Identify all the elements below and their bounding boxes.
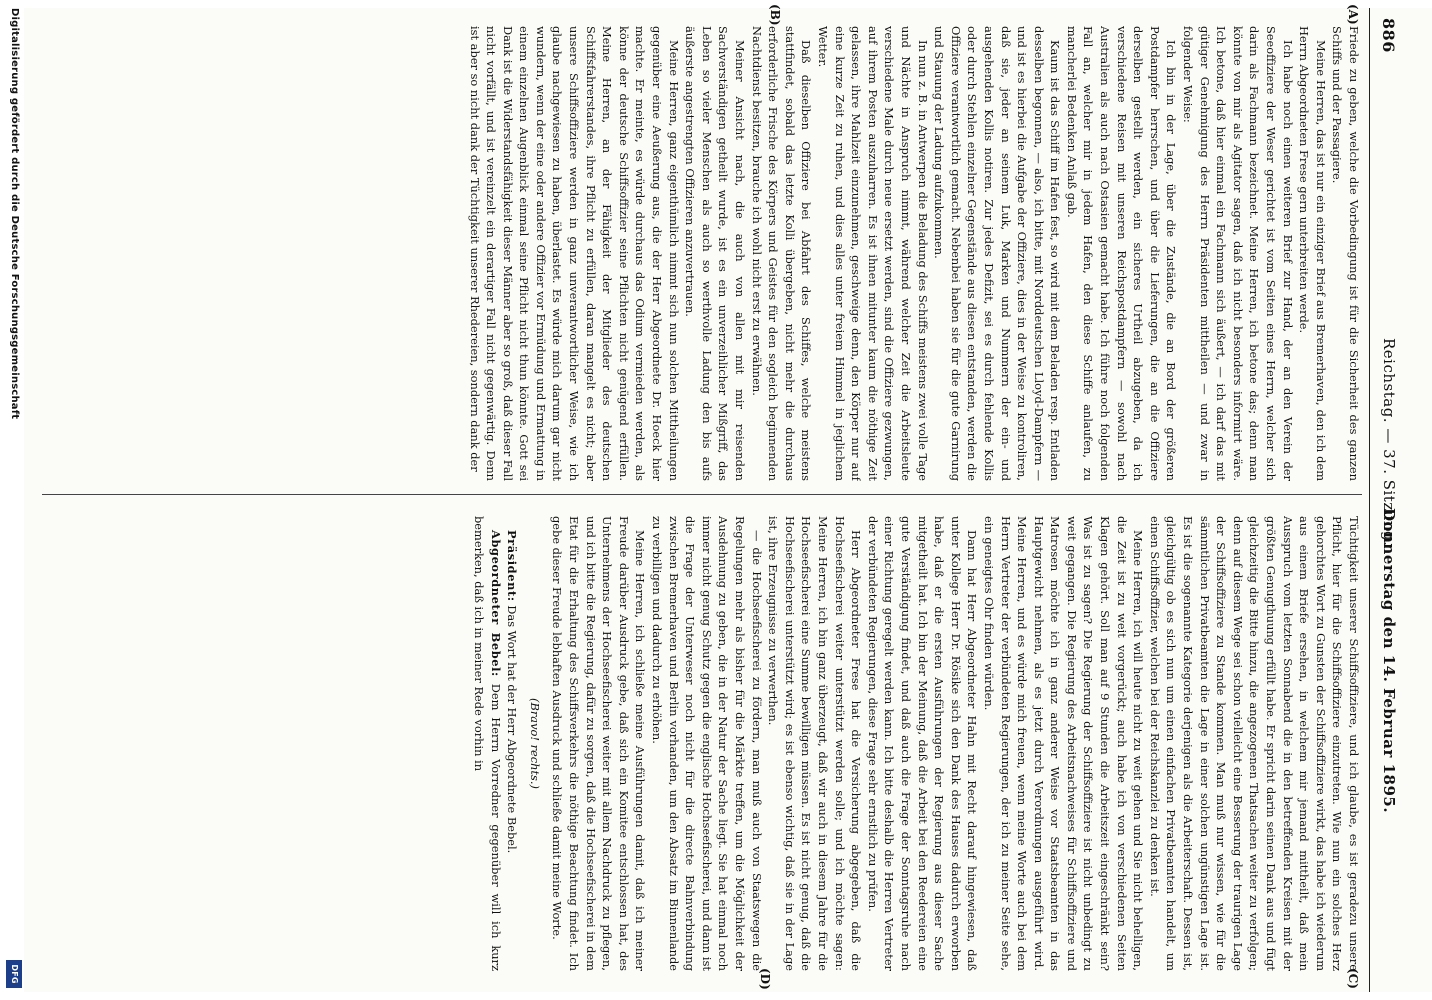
left-text-column — [34, 26, 1362, 481]
paragraph: Meine Herren, ganz eigenthümlich nimmt sich nun solchen Mittheilungen gegenüber eine Aeußerung aus, die der Herr Abgeordnete Dr. Hoeck hier machte. Er meinte, es würde durchaus das Odium vermieden werden, als könne der deutsche Schiffsoffizier seine Pflichten nicht genügend erfüllen. Meine Herren, an der Fähigkeit der Mitglieder des deutschen Schiffsfahrerstandes, ihre Pflicht zu erfüllen, daran mangelt es nicht; aber unsere Schiffsoffiziere werden in ganz unverantwortlicher Weise, wie ich glaube nachgewiesen zu haben, überlastet. Es würde mich darum gar nicht wundern, wenn der eine oder andere Offizier vor Ermüdung und Ermattung in einem einzelnen Augenblick einmal seine Pflicht nicht thun könnte. Gott sei Dank ist die Widerstandsfähigkeit dieser Männer aber so groß, daß dieser Fall nicht vorfällt, und ist vereinzelt ein derartiger Fall nicht gegenwärtig. Denn ist aber so nicht dank der Tüchtigkeit unserer Rhedereien, sondern dank der — [467, 26, 681, 481]
header-rule — [1369, 8, 1370, 992]
right-text-column — [34, 516, 1362, 971]
paragraph: Meine Herren, ich will heute nicht zu weit gehen und Sie nicht behelligen, die Zeit ist zu weit vorgerückt; auch habe ich von verschiedenen Seiten Klagen gehört. Soll man auf 9 Stunden die Arbeitszeit eingeschränkt sein? Was ist zu sagen? Die Regierung der Schiffsoffiziere ist nicht unbedingt zu weit gegangen. Die Regierung des Arbeitsnachweises für Schiffsoffiziere und Matrosen möchte ich in ganz anderer Weise vor Staatsbeamten in das Hauptgewicht nehmen, als es jetzt durch Verordnungen ausgeführt wird. Meine Herren, und es würde mich freuen, wenn meine Worte auch bei dem Herrn Vertreter der verbündeten Regierungen, der ich zu meiner Seite sehe, ein geneigtes Ohr finden würden. — [981, 516, 1146, 971]
speaker-president: Präsident: — [505, 530, 520, 602]
column-divider — [42, 494, 1362, 495]
applause-note: (Bravo! rechts.) — [527, 698, 542, 789]
margin-mark-a: (A) — [1346, 4, 1360, 25]
margin-mark-c: (C) — [1346, 968, 1360, 989]
paragraph: Meiner Ansicht nach, die auch von allen mit mir reisenden Sachverständigen getheilt wurde, ist es ein unverzeihlicher Mißgriff, das Leben so vieler Menschen als auch so werthvolle Ladung den bis aufs äußerste angestrengten Offizieren anzuvertrauen. — [683, 26, 748, 481]
paragraph: Dann hat Herr Abgeordneter Hahn mit Recht darauf hingewiesen, daß unter Kollege Herr Dr. Rösike sich den Dank des Hauses dadurch erworben habe, daß er die ersten Ausführungen der Regierung aus dieser Sache mitgetheilt hat. Ich bin der Meinung, daß die Arbeit bei den Reedereien eine gute Verständigung findet, und daß auch die Frage der Sonntagsruhe nach einer Richtung geregelt werden kann. Ich bitte deshalb die Herren Vertreter der verbündeten Regierungen, diese Frage sehr ernstlich zu prüfen. — [865, 516, 980, 971]
margin-mark-b: (B) — [768, 4, 782, 26]
paragraph: Meine Herren, das ist nur ein einziger Brief aus Bremerhaven, den ich dem Herrn Abgeordneten Frese gern unterbreiten werde. — [1297, 26, 1328, 481]
dfg-logo: DFG — [6, 960, 22, 988]
scanned-page — [24, 4, 1432, 992]
president-text: Das Wort hat der Herr Abgeordnete Bebel. — [505, 605, 520, 854]
speaker-bebel: Abgeordneter Bebel: — [488, 530, 503, 677]
paragraph: Meine Herren, ich schließe meine Ausführungen damit, daß ich meiner Freude darüber Ausdruck gebe, daß sich ein Komitee entschlossen hat, des Unternehmens der Hochseefischerei weiter mit allem Nachdruck zu pflegen, und ich bitte die Regierung, dafür zu sorgen, daß die Hochseefischerei in dem Etat für die Erhaltung des Schiffsverkehrs die nöthige Beachtung findet. Ich gebe dieser Freude lebhaften Ausdruck und schließe damit meine Worte. — [550, 516, 648, 971]
margin-mark-d: (D) — [758, 968, 772, 990]
page-number: 886 — [1379, 18, 1398, 53]
digitization-footer — [0, 0, 24, 1000]
bebel-paragraph — [471, 516, 504, 971]
page-header — [1374, 8, 1426, 992]
paragraph: In nun z. B. in Antwerpen die Beladung des Schiffs meistens zwei volle Tage und Nächte in Anspruch nimmt, während welcher Zeit die Arbeitsleute verschiedene Male durch neue ersetzt werden, sind die Offiziere gezwungen, auf ihrem Posten auszuharren. Es ist ihnen mitunter kaum die nöthige Zeit gelassen, ihre Mahlzeit einzunehmen, geschweige denn, den Körper nur auf eine kurze Zeit zu ruhen, und dies alles unter freiem Himmel in jeglichem Wetter. — [816, 26, 930, 481]
paragraph: Herr Abgeordneter Frese hat die Versicherung abgegeben, daß die Hochseefischerei weiter unterstützt werden solle; und ich möchte sagen: Meine Herren, ich bin ganz überzeugt, daß wir auch in diesem Jahre für die Hochseefischerei eine Summe bewilligen müssen. Es ist nicht genug, daß die Hochseefischerei unterstützt wird; es ist ebenso wichtig, daß sie in der Lage ist, ihre Erzeugnisse zu verwerthen. — [766, 516, 864, 971]
session-title: Reichstag. — 37. Sitzung. — [1380, 338, 1398, 547]
session-date: Donnerstag den 14. Februar 1895. — [1380, 508, 1398, 814]
paragraph: Friede zu geben, welche die Vorbedingung ist für die Sicherheit des ganzen Schiffs und der Passagiere. — [1330, 26, 1361, 481]
paragraph: Tüchtigkeit unserer Schiffsoffiziere, und ich glaube, es ist geradezu unsere Pflicht, hier für die Schiffsoffiziere einzutreten. Wie nun ein solches Herz gehorchtes Wort zu Gunsten der Schiffsoffiziere wirkt, das habe ich wiederum aus einem Briefe ersehen, in welchem mir jemand mittheilt, daß mein Ausspruch vom letzten Sonnabend die in den betreffenden Kreisen mit der größten Genugthuung erfüllt habe. Er spricht darin seinen Dank aus und fügt gleichzeitig die Bitte hinzu, die angezogenen Thatsachen weiter zu verfolgen; denn auf diesem Wege sei schon vielleicht eine Besserung der traurigen Lage der Schiffsoffiziere zu Stande kommen. Man muß nur wissen, wie für die sämmtlichen Privatbeamten die Lage in einer solchen ungünstigen Lage ist. Es ist die sogenannte Kategorie derjenigen als die Arbeiterschaft. Dessen ist, gleichgültig ob es sich nun um einen einfachen Privatbeamten handelt, um einen Schiffsoffizier, welchen bei der Reichskanzlei zu denken ist. — [1147, 516, 1361, 971]
paragraph: Ich habe noch einen weiteren Brief zur Hand, der an den Verein der Seeoffiziere der Weser gerichtet ist vom Seiten eines Herrn, welcher sich darin als Fachmann bezeichnet. Meine Herren, ich betone das; denn man könnte von mir als Agitator sagen, daß ich nicht besonders informirt wäre. Ich betone, daß hier einmal ein Fachmann sich äußert, — ich darf das mit gütiger Genehmigung des Herrn Präsidenten mittheilen — und zwar in folgender Weise: — [1181, 26, 1295, 481]
footer-credit: Digitalisierung gefördert durch die Deutsche Forschungsgemeinschaft — [9, 8, 20, 420]
paragraph: — die Hochseefischerei zu fördern, man muß auch von Staatswegen die Regelungen mehr als bisher für die Märkte treffen, um die Möglichkeit der Ausdehnung zu geben, die in der Natur der Sache liegt. Sie hat einmal noch immer nicht genug Schutz gegen die englische Hochseefischerei, und dann ist die Frage der Unterweser noch nicht für die directe Bahnverbindung zwischen Bremerhaven und Berlin vorhanden, um den Absatz im Binnenlande zu verbilligen und dadurch zu erhöhen. — [650, 516, 764, 971]
paragraph: Daß dieselben Offiziere bei Abfahrt des Schiffes, welche meistens stattfindet, sobald das letzte Kolli übergeben, nicht mehr die durchaus erforderliche Frische des Körpers und Geistes für den sogleich beginnenden Nachtdienst besitzen, brauche ich wohl nicht erst zu erwähnen. — [749, 26, 814, 481]
paragraph: Kaum ist das Schiff im Hafen fest, so wird mit dem Beladen resp. Entladen desselben begonnen, — also, ich bitte, mit Norddeutschen Lloyd-Dampfern — und ist es hierbei die Aufgabe der Offiziere, dies in der Weise zu kontroliren, daß sie, jeder an seinem Luk, Marken und Nummern der ein- und ausgehenden Kollis notiren. Zur jedes Defizit, sei es durch fehlende Kollis oder durch Stehlen einzelner Gegenstände aus diesen entstanden, werden die Offiziere verantwortlich gemacht. Nebenbei haben sie für die gute Garnirung und Stauung der Ladung aufzukommen. — [932, 26, 1063, 481]
paragraph: Ich bin in der Lage, über die Zustände, die an Bord der größeren Postdampfer herrschen, und über die Lieferungen, die an die Offiziere derselben gestellt werden, ein sicheres Urtheil abzugeben, da ich verschiedene Reisen mit unseren Reichspostdampfern — sowohl nach Australien als auch nach Ostasien gemacht habe. Ich führe noch folgenden Fall an, welcher mir in jedem Hafen, den diese Schiffe anlaufen, zu mancherlei Bedenken Anlaß gab. — [1064, 26, 1179, 481]
president-paragraph — [504, 516, 521, 971]
bebel-text: Dem Herrn Vorredner gegenüber will ich kurz bemerken, daß ich in meiner Rede vorhin in — [472, 516, 503, 971]
